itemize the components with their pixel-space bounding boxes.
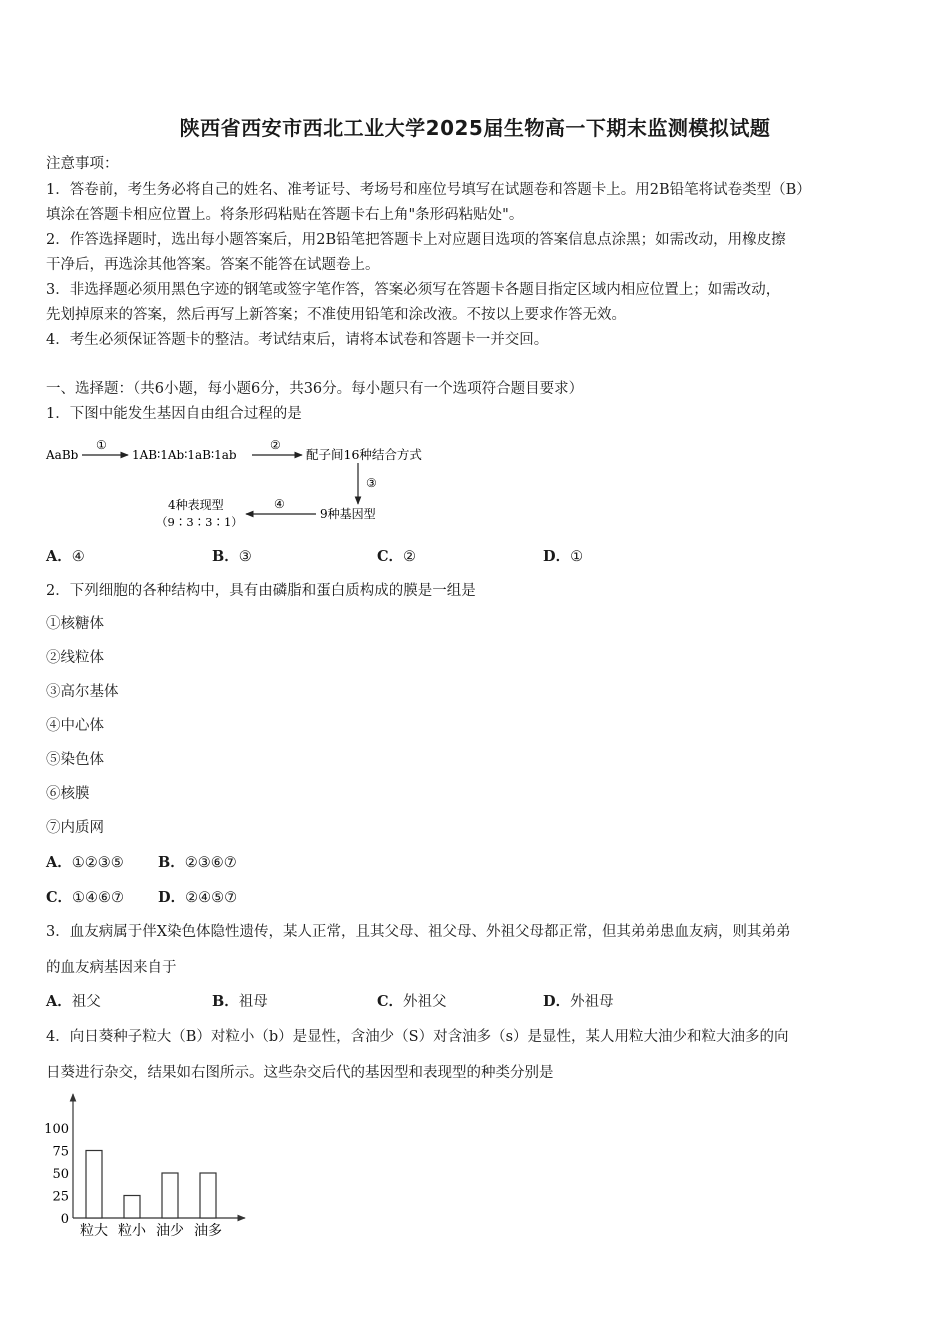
notice-line: 填涂在答题卡相应位置上。将条形码粘贴在答题卡右上角"条形码粘贴处"。 [46,207,524,223]
diagram-ratio: 1AB∶1Ab∶1aB∶1ab [132,448,237,462]
q2-option-a[interactable]: A．①②③⑤ [46,854,124,871]
chart-x-tick-label: 粒大 [80,1223,108,1239]
chart-x-tick-label: 粒小 [118,1223,146,1239]
notice-line: 2．作答选择题时，选出每小题答案后，用2B铅笔把答题卡上对应题目选项的答案信息点涂黑；如需改动，用橡皮擦 [46,232,786,248]
q4-stem-line-1: 4．向日葵种子粒大（B）对粒小（b）是显性，含油少（S）对含油多（s）是显性，某人用粒大油少和粒大油多的向 [46,1029,789,1045]
page-title: 陕西省西安市西北工业大学2025届生物高一下期末监测模拟试题 [179,116,771,140]
q3-stem-line-1: 3．血友病属于伴X染色体隐性遗传，某人正常，且其父母、祖父母、外祖父母都正常，但其弟弟患血友病，则其弟弟 [46,924,791,940]
section-heading: 一、选择题：（共6小题，每小题6分，共36分。每小题只有一个选项符合题目要求） [46,381,584,397]
q1-option-a[interactable]: A．④ [46,548,85,565]
notice-line: 4．考生必须保证答题卡的整洁。考试结束后，请将本试卷和答题卡一并交回。 [46,332,549,348]
q2-item: ⑦内质网 [46,820,104,836]
diagram-genotypes: 9种基因型 [320,507,376,521]
q2-stem: 2．下列细胞的各种结构中，具有由磷脂和蛋白质构成的膜是一组是 [46,583,476,599]
q1-option-d[interactable]: D．① [543,548,584,565]
diagram-step-4: ④ [274,497,285,511]
q4-bar-chart [40,1090,260,1245]
notice-line: 干净后，再选涂其他答案。答案不能答在试题卷上。 [46,257,380,273]
q3-option-c[interactable]: C．外祖父 [377,993,447,1010]
q2-option-d[interactable]: D．②④⑤⑦ [158,889,238,906]
chart-x-tick-label: 油多 [194,1223,222,1239]
q3-stem-line-2: 的血友病基因来自于 [46,960,177,976]
notice-line: 1．答卷前，考生务必将自己的姓名、准考证号、考场号和座位号填写在试题卷和答题卡上。用2B铅笔将试卷类型（B） [46,182,811,198]
q2-item: ①核糖体 [46,616,104,632]
q2-item: ③高尔基体 [46,684,119,700]
q1-option-b[interactable]: B．③ [212,548,252,565]
q2-option-b[interactable]: B．②③⑥⑦ [158,854,237,871]
diagram-phen-ratio: （9∶3∶3∶1） [156,515,243,529]
chart-y-tick-label: 0 [60,1212,69,1227]
diagram-step-3: ③ [366,476,377,490]
q2-item: ④中心体 [46,718,104,734]
q2-option-c[interactable]: C．①④⑥⑦ [46,889,125,906]
chart-bar [162,1173,178,1218]
q1-diagram [44,432,444,532]
q4-stem-line-2: 日葵进行杂交，结果如右图所示。这些杂交后代的基因型和表现型的种类分别是 [46,1065,554,1081]
chart-y-tick-label: 100 [44,1122,69,1137]
q1-stem: 1．下图中能发生基因自由组合过程的是 [46,406,302,422]
q2-item: ⑥核膜 [46,786,90,802]
chart-bar [86,1151,102,1219]
q3-option-d[interactable]: D．外祖母 [543,993,614,1010]
chart-x-tick-label: 油少 [156,1223,184,1239]
q3-option-b[interactable]: B．祖母 [212,993,268,1010]
diagram-phenotypes: 4种表现型 [168,498,224,512]
q3-option-a[interactable]: A．祖父 [46,993,101,1010]
diagram-step-1: ① [96,438,107,452]
chart-y-tick-label: 25 [52,1189,69,1205]
q1-option-c[interactable]: C．② [377,548,417,565]
diagram-combo: 配子间16种结合方式 [306,447,422,462]
diagram-aabb: AaBb [46,448,79,462]
notice-heading: 注意事项： [46,156,119,172]
chart-bar [200,1173,216,1218]
q2-item: ②线粒体 [46,650,104,666]
notice-line: 先划掉原来的答案，然后再写上新答案；不准使用铅笔和涂改液。不按以上要求作答无效。 [46,307,626,323]
diagram-step-2: ② [270,438,281,452]
notice-line: 3．非选择题必须用黑色字迹的钢笔或签字笔作答，答案必须写在答题卡各题目指定区域内相应位置上；如需改动， [46,282,781,298]
chart-bar [124,1196,140,1219]
chart-y-tick-label: 50 [52,1167,69,1182]
q2-item: ⑤染色体 [46,752,104,768]
chart-y-tick-label: 75 [52,1144,69,1160]
